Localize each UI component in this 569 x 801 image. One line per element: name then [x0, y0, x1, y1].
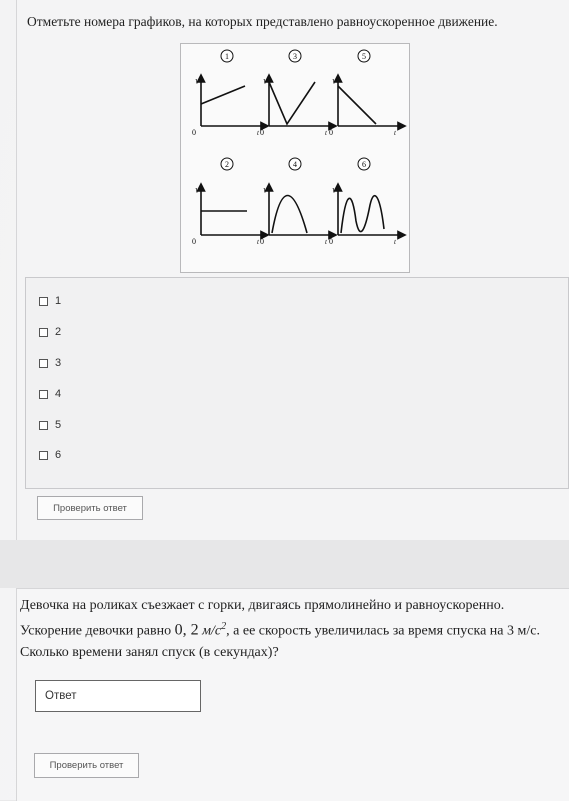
- graph-3-v-label: V: [263, 78, 268, 86]
- option-1[interactable]: [39, 294, 61, 308]
- graph-4-v-label: V: [263, 187, 268, 195]
- graph-6-origin-label: 0: [329, 237, 333, 246]
- graph-2-origin-label: 0: [192, 237, 196, 246]
- option-6-label: 6: [55, 449, 62, 461]
- graph-1-number-label: 1: [225, 52, 229, 61]
- graph-4-origin-label: 0: [260, 237, 264, 246]
- graph-5-origin-label: 0: [329, 128, 333, 137]
- option-5[interactable]: [39, 418, 61, 432]
- graph-1-origin-label: 0: [192, 128, 196, 137]
- answer-input[interactable]: [35, 680, 201, 712]
- option-3-label: 3: [55, 357, 62, 369]
- graph-3-origin-label: 0: [260, 128, 264, 137]
- graph-5-number-label: 5: [362, 52, 366, 61]
- card-separator: [0, 540, 569, 588]
- velocity-graphs-figure: [180, 43, 410, 273]
- graph-2-v-label: V: [195, 187, 200, 195]
- velocity-graphs-svg: [181, 44, 409, 272]
- option-6[interactable]: [39, 448, 61, 462]
- question-2-text-before: Девочка на роликах съезжает с горки, двигаясь прямолинейно и равноускоренно. Ускорение девочки равно: [20, 598, 505, 639]
- check-answer-button-2[interactable]: Проверить ответ: [34, 753, 139, 778]
- graph-5-v-label: V: [332, 78, 337, 86]
- option-2-label: 2: [55, 326, 62, 338]
- graph-2-number-label: 2: [225, 160, 229, 169]
- option-2-checkbox[interactable]: [39, 328, 48, 337]
- option-1-label: 1: [55, 295, 62, 307]
- option-2[interactable]: [39, 325, 61, 339]
- graph-1-v-label: V: [195, 78, 200, 86]
- graph-4-number-label: 4: [293, 160, 297, 169]
- graph-5-t-label: t: [394, 129, 396, 137]
- graph-3-t-label: t: [325, 129, 327, 137]
- option-4-checkbox[interactable]: [39, 390, 48, 399]
- graph-6-t-label: t: [394, 238, 396, 246]
- graph-1-curve: [201, 86, 245, 104]
- check-answer-button-1[interactable]: Проверить ответ: [37, 496, 143, 520]
- option-6-checkbox[interactable]: [39, 451, 48, 460]
- graph-6-number-label: 6: [362, 160, 366, 169]
- question-2-text-after: , а ее скорость увеличилась за время спуска на 3 м/с. Сколько времени занял спуск (в секундах)?: [20, 623, 540, 660]
- graph-6-v-label: V: [332, 187, 337, 195]
- option-3[interactable]: [39, 356, 61, 370]
- option-4[interactable]: [39, 387, 61, 401]
- graph-6-curve: [341, 196, 384, 233]
- option-4-label: 4: [55, 388, 62, 400]
- option-3-checkbox[interactable]: [39, 359, 48, 368]
- graph-3-number-label: 3: [293, 52, 297, 61]
- graph-1-t-label: t: [257, 129, 259, 137]
- question-2-prompt: [20, 595, 565, 663]
- acceleration-value: 0, 2: [174, 621, 199, 639]
- acceleration-unit-exponent: 2: [221, 621, 227, 632]
- option-5-label: 5: [55, 419, 62, 431]
- option-5-checkbox[interactable]: [39, 421, 48, 430]
- graph-2-t-label: t: [257, 238, 259, 246]
- question-1-prompt: Отметьте номера графиков, на которых представлено равноускоренное движение.: [27, 14, 498, 29]
- graph-3-curve: [269, 82, 315, 124]
- option-1-checkbox[interactable]: [39, 297, 48, 306]
- graph-5-curve: [338, 86, 376, 124]
- graph-4-t-label: t: [325, 238, 327, 246]
- acceleration-unit: м/с: [202, 623, 222, 639]
- answer-options-box: [25, 277, 569, 489]
- graph-4-curve: [272, 196, 307, 234]
